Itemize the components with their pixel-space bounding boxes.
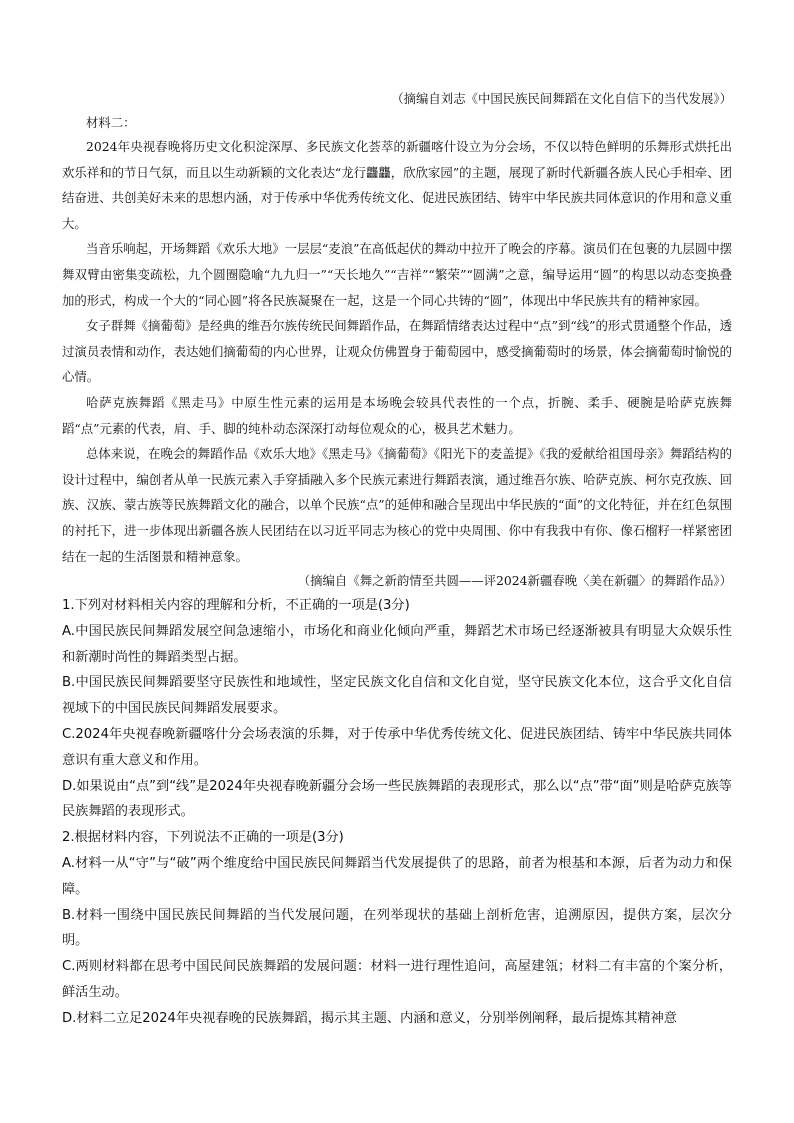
paragraph: 总体来说，在晚会的舞蹈作品《欢乐大地》《黑走马》《摘葡萄》《阳光下的麦盖提》《我的爱献给祖国母亲》舞蹈结构的设计过程中，编创者从单一民族元素入手穿插融入多个民族元素进行舞蹈表演，通过维吾尔族、哈萨克族、柯尔克孜族、回族、汉族、蒙古族等民族舞蹈文化的融合，以单个民族“点”的延伸和融合呈现出中华民族的“面”的文化特征，并在红色氛围的衬托下，进一步体现出新疆各族人民团结在以习近平同志为核心的党中央周围、你中有我我中有你、像石榴籽一样紧密团结在一起的生活图景和精神意象。: [62, 446, 732, 564]
question-2-option-b: B.材料一围绕中国民族民间舞蹈的当代发展问题，在列举现状的基础上剖析危害，追溯原因，提供方案，层次分明。: [62, 907, 732, 949]
source-citation-2: （摘编自《舞之新韵情至共圆——评2024新疆春晚〈美在新疆〉的舞蹈作品》）: [297, 573, 732, 589]
question-2-stem: 2.根据材料内容，下列说法不正确的一项是(3分): [62, 830, 344, 846]
paragraph: 哈萨克族舞蹈《黑走马》中原生性元素的运用是本场晚会较具代表性的一个点，折腕、柔手、硬腕是哈萨克族舞蹈“点”元素的代表，肩、手、脚的纯朴动态深深打动每位观众的心，极具艺术魅力。: [62, 394, 732, 436]
question-2-option-c: C.两则材料都在思考中国民间民族舞蹈的发展问题：材料一进行理性追问，高屋建瓴；材料二有丰富的个案分析，鲜活生动。: [62, 959, 732, 1001]
question-1-option-d: D.如果说由“点”到“线”是2024年央视春晚新疆分会场一些民族舞蹈的表现形式，那么以“点”带“面”则是哈萨克族等民族舞蹈的表现形式。: [62, 778, 732, 820]
question-1-option-c: C.2024年央视春晚新疆喀什分会场表演的乐舞，对于传承中华优秀传统文化、促进民族团结、铸牢中华民族共同体意识有重大意义和作用。: [62, 727, 732, 768]
material-2-label: 材料二：: [86, 115, 136, 130]
source-citation-1: （摘编自刘志《中国民族民间舞蹈在文化自信下的当代发展》）: [391, 91, 732, 106]
question-1-option-b: B.中国民族民间舞蹈要坚守民族性和地域性，坚定民族文化自信和文化自觉，坚守民族文化本位，这合乎文化自信视域下的中国民族民间舞蹈发展要求。: [62, 675, 732, 717]
paragraph: 当音乐响起，开场舞蹈《欢乐大地》一层层“麦浪”在高低起伏的舞动中拉开了晚会的序幕。演员们在包裹的九层圆中摆舞双臂由密集变疏松，九个圆圈隐喻“九九归一”“天长地久”“吉祥”“繁荣”“圆满”之意，编导运用“圆”的构思以动态变换叠加的形式，构成一个大的“同心圆”将各民族凝聚在一起，这是一个同心共铸的“圆”，体现出中华民族共有的精神家园。: [62, 241, 732, 308]
paragraph: 女子群舞《摘葡萄》是经典的维吾尔族传统民间舞蹈作品，在舞蹈情绪表达过程中“点”到“线”的形式贯通整个作品，透过演员表情和动作，表达她们摘葡萄的内心世界，让观众仿佛置身于葡萄园中，感受摘葡萄时的场景，体会摘葡萄时愉悦的心情。: [62, 318, 732, 385]
question-2-option-d: D.材料二立足2024年央视春晚的民族舞蹈，揭示其主题、内涵和意义，分别举例阐释，最后提炼其精神意: [62, 1010, 677, 1026]
paragraph: 2024年央视春晚将历史文化积淀深厚、多民族文化荟萃的新疆喀什设立为分会场，不仅以特色鲜明的乐舞形式烘托出欢乐祥和的节日气氛，而且以生动新颖的文化表达“龙行龘龘，欣欣家园”的主题，展现了新时代新疆各族人民心手相牵、团结奋进、共创美好未来的思想内涵，对于传承中华优秀传统文化、促进民族团结、铸牢中华民族共同体意识的作用和意义重大。: [62, 139, 732, 231]
document-page: [62, 88, 732, 1032]
question-1-option-a: A.中国民族民间舞蹈发展空间急速缩小，市场化和商业化倾向严重，舞蹈艺术市场已经逐渐被具有明显大众娱乐性和新潮时尚性的舞蹈类型占据。: [62, 623, 732, 665]
question-1-stem: 1.下列对材料相关内容的理解和分析，不正确的一项是(3分): [62, 598, 410, 614]
question-2-option-a: A.材料一从“守”与“破”两个维度给中国民族民间舞蹈当代发展提供了的思路，前者为根基和本源，后者为动力和保障。: [62, 856, 732, 897]
